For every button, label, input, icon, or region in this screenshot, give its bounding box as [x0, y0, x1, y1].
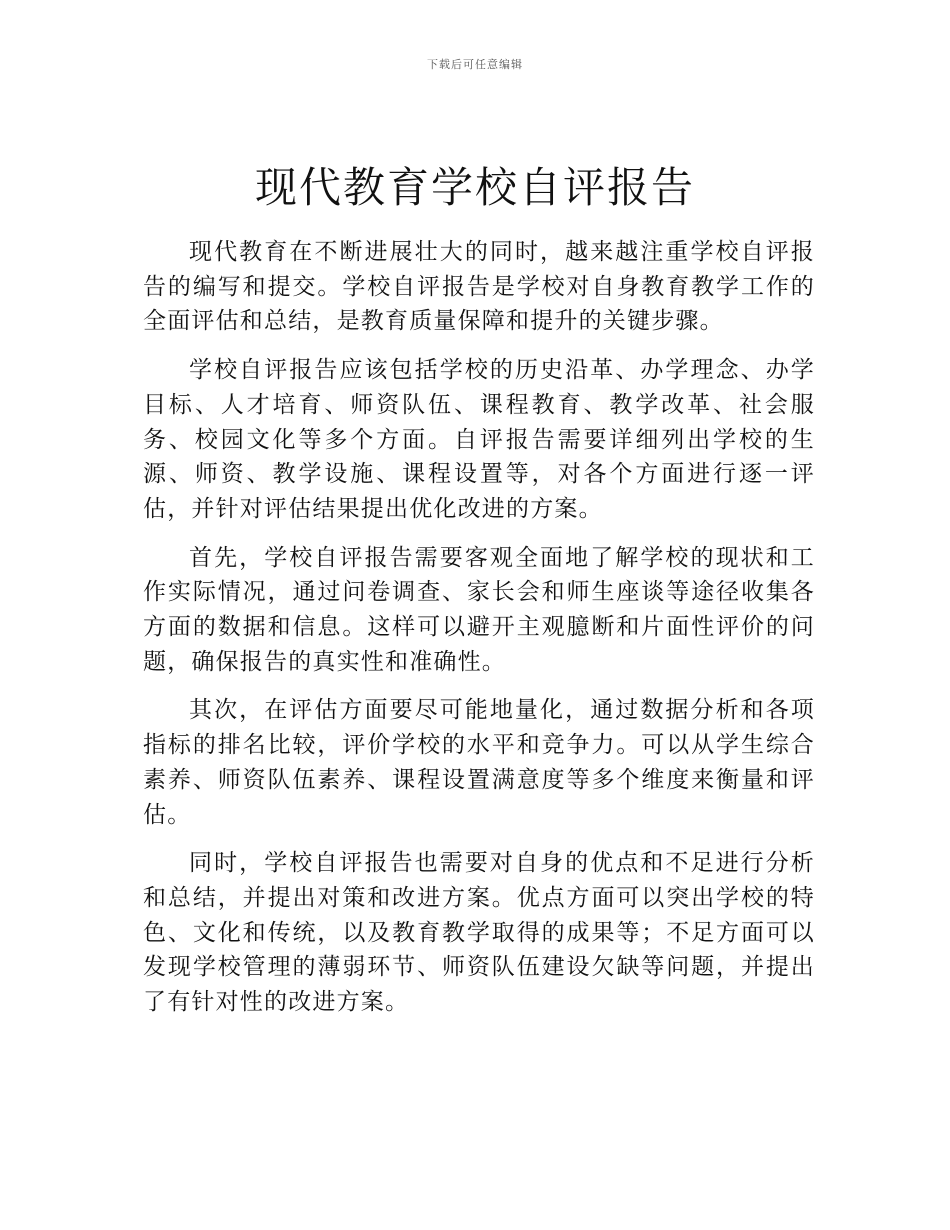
document-title: 现代教育学校自评报告	[254, 163, 695, 212]
paragraph-1: 现代教育在不断进展壮大的同时，越来越注重学校自评报告的编写和提交。学校自评报告是学校对自身教育教学工作的全面评估和总结，是教育质量保障和提升的关键步骤。	[143, 239, 815, 335]
paragraph-5: 同时，学校自评报告也需要对自身的优点和不足进行分析和总结，并提出对策和改进方案。优点方面可以突出学校的特色、文化和传统，以及教育教学取得的成果等；不足方面可以发现学校管理的薄弱环节、师资队伍建设欠缺等问题，并提出了有针对性的改进方案。	[143, 850, 815, 1016]
paragraph-4: 其次，在评估方面要尽可能地量化，通过数据分析和各项指标的排名比较，评价学校的水平和竞争力。可以从学生综合素养、师资队伍素养、课程设置满意度等多个维度来衡量和评估。	[143, 697, 815, 828]
paragraph-3: 首先，学校自评报告需要客观全面地了解学校的现状和工作实际情况，通过问卷调查、家长会和师生座谈等途径收集各方面的数据和信息。这样可以避开主观臆断和片面性评价的问题，确保报告的真实性和准确性。	[143, 544, 815, 675]
paragraph-2: 学校自评报告应该包括学校的历史沿革、办学理念、办学目标、人才培育、师资队伍、课程教育、教学改革、社会服务、校园文化等多个方面。自评报告需要详细列出学校的生源、师资、教学设施、课程设置等，对各个方面进行逐一评估，并针对评估结果提出优化改进的方案。	[143, 357, 815, 522]
document-body	[143, 235, 815, 1034]
page-header-note: 下载后可任意编辑	[427, 58, 523, 71]
